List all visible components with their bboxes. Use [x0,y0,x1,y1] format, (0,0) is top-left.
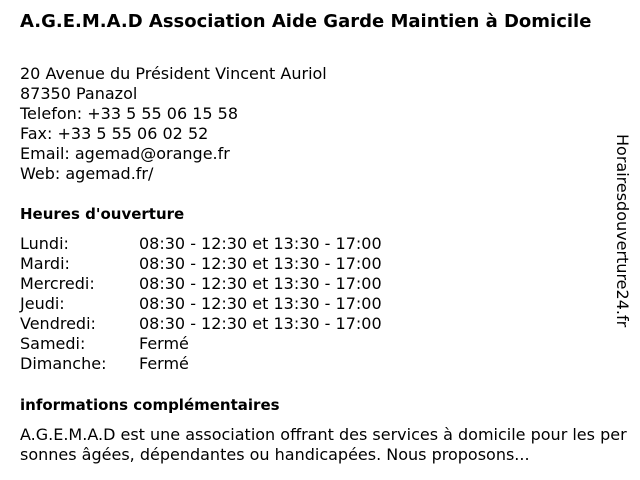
info-heading: informations complémentaires [20,396,280,414]
hours-row-sunday [20,354,382,374]
email-address: Email: agemad@orange.fr [20,144,230,163]
address-block [20,64,327,184]
hours-day: Vendredi: [20,314,96,333]
address-city: 87350 Panazol [20,84,138,103]
hours-day: Jeudi: [20,294,65,313]
hours-row-wednesday [20,274,382,294]
site-watermark: Horairesdouverture24.fr [613,134,632,328]
hours-day: Mercredi: [20,274,95,293]
hours-day: Dimanche: [20,354,107,373]
hours-time: Fermé [139,334,189,353]
business-name: A.G.E.M.A.D Association Aide Garde Maintien à Domicile [20,11,592,32]
hours-time: 08:30 - 12:30 et 13:30 - 17:00 [139,254,382,273]
hours-day: Lundi: [20,234,69,253]
website: Web: agemad.fr/ [20,164,154,183]
hours-row-tuesday [20,254,382,274]
fax-number: Fax: +33 5 55 06 02 52 [20,124,209,143]
hours-time: Fermé [139,354,189,373]
hours-row-thursday [20,294,382,314]
hours-time: 08:30 - 12:30 et 13:30 - 17:00 [139,274,382,293]
hours-time: 08:30 - 12:30 et 13:30 - 17:00 [139,314,382,333]
hours-time: 08:30 - 12:30 et 13:30 - 17:00 [139,294,382,313]
hours-row-monday [20,234,382,254]
hours-row-friday [20,314,382,334]
info-description: A.G.E.M.A.D est une association offrant des services à domicile pour les personnes âgées, dépendantes ou handicapées. Nous proposons... [20,425,627,464]
hours-table [20,234,382,374]
phone-number: Telefon: +33 5 55 06 15 58 [20,104,239,123]
address-street: 20 Avenue du Président Vincent Auriol [20,64,327,83]
hours-time: 08:30 - 12:30 et 13:30 - 17:00 [139,234,382,253]
hours-day: Mardi: [20,254,70,273]
hours-row-saturday [20,334,382,354]
hours-heading: Heures d'ouverture [20,205,185,223]
hours-day: Samedi: [20,334,86,353]
